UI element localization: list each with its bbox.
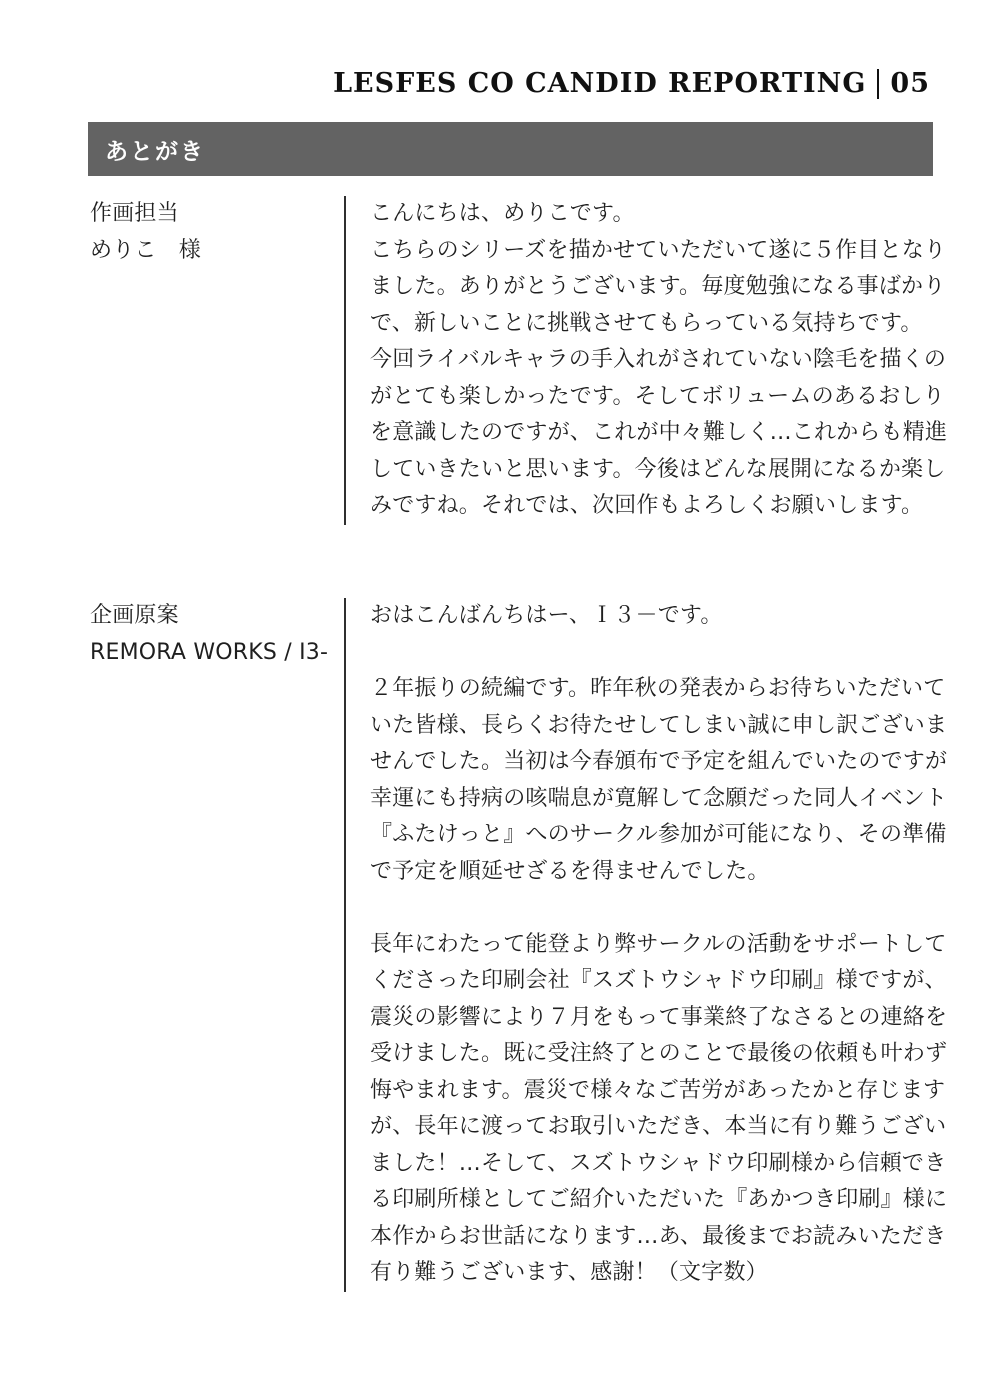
text-line: がとても楽しかったです。そしてボリュームのあるおしり <box>370 383 945 409</box>
text-line <box>370 635 947 672</box>
text-line: を意識したのですが、これが中々難しく…これからも精進 <box>370 420 948 445</box>
text-line: REMORA WORKS / I3- <box>90 639 329 665</box>
text-line: みですね。それでは、次回作もよろしくお願いします。 <box>370 493 924 518</box>
text-line: せんでした。当初は今春頒布で予定を組んでいたのですが <box>370 749 948 774</box>
banner-title: あとがき <box>105 138 205 165</box>
text-line: 『ふたけっと』へのサークル参加が可能になり、その準備 <box>370 822 947 847</box>
afterword-section-planner <box>90 598 947 1292</box>
text-line: いた皆様、長らくお待たせしてしまい誠に申し訳ございま <box>370 712 948 738</box>
text-line: 幸運にも持病の咳喘息が寛解して念願だった同人イベント <box>370 785 948 811</box>
page-number: 05 <box>890 68 930 99</box>
header-title: LESFES CO CANDID REPORTING <box>333 68 867 99</box>
text-line: ２年振りの続編です。昨年秋の発表からお待ちいただいて <box>370 676 946 701</box>
text-line: こんにちは、めりこです。 <box>370 201 635 226</box>
text-line: くださった印刷会社『スズトウシャドウ印刷』様ですが、 <box>370 968 947 993</box>
text-line: る印刷所様としてご紹介いただいた『あかつき印刷』様に <box>370 1187 948 1212</box>
text-line: で、新しいことに挑戦させてもらっている気持ちです。 <box>370 310 923 336</box>
vertical-bar-icon <box>877 69 879 99</box>
text-line: ました！…そして、スズトウシャドウ印刷様から信頼でき <box>370 1150 947 1176</box>
section-body <box>346 196 947 525</box>
text-line: 悔やまれます。震災で様々なご苦労があったかと存じます <box>370 1077 946 1103</box>
afterword-banner <box>88 122 933 176</box>
text-line: 有り難うございます、感謝！（文字数） <box>370 1260 768 1285</box>
text-line: おはこんばんちはー、Ｉ３－です。 <box>370 603 723 628</box>
text-line: 今回ライバルキャラの手入れがされていない陰毛を描くの <box>370 347 947 372</box>
text-line: が、長年に渡ってお取引いただき、本当に有り難うござい <box>370 1114 947 1139</box>
page-header <box>333 68 930 99</box>
text-line: 作画担当 <box>90 201 179 226</box>
section-label <box>90 598 344 1292</box>
text-line: めりこ 様 <box>90 237 202 263</box>
text-line: 本作からお世話になります…あ、最後までお読みいただき <box>370 1223 947 1249</box>
section-body <box>346 598 947 1292</box>
text-line: で予定を順延せざるを得ませんでした。 <box>370 858 770 884</box>
text-line: 長年にわたって能登より弊サークルの活動をサポートして <box>370 931 947 957</box>
section-label <box>90 196 344 525</box>
text-line <box>370 890 947 927</box>
text-line: 受けました。既に受注終了とのことで最後の依頼も叶わず <box>370 1041 948 1066</box>
afterword-section-artist <box>90 196 947 525</box>
text-line: 震災の影響により７月をもって事業終了なさるとの連絡を <box>370 1004 948 1030</box>
text-line: 企画原案 <box>90 603 179 628</box>
text-line: ました。ありがとうございます。毎度勉強になる事ばかり <box>370 274 946 299</box>
text-line: していきたいと思います。今後はどんな展開になるか楽し <box>370 456 946 482</box>
text-line: こちらのシリーズを描かせていただいて遂に５作目となり <box>370 237 947 263</box>
